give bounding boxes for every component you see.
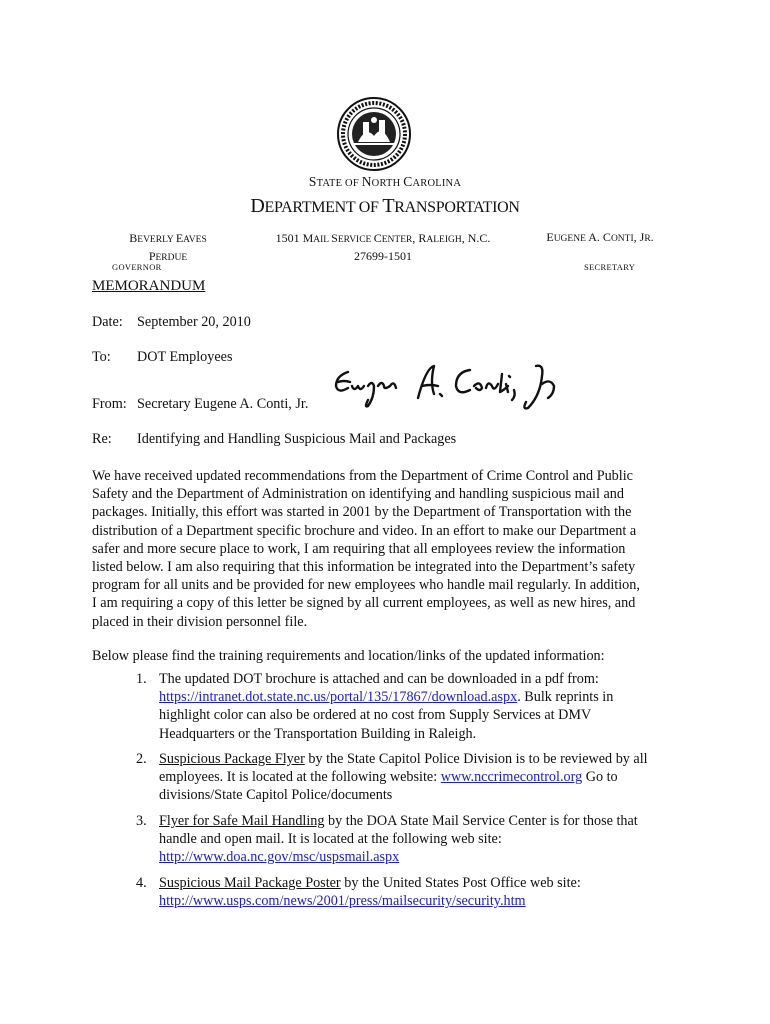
from-label: From: <box>92 396 127 412</box>
to-label: To: <box>92 349 111 365</box>
handwritten-signature <box>330 358 565 414</box>
from-value: Secretary Eugene A. Conti, Jr. <box>137 396 309 412</box>
letterhead-department: DEPARTMENT OF TRANSPORTATION <box>250 195 520 217</box>
re-value: Identifying and Handling Suspicious Mail and Packages <box>137 431 457 447</box>
item-title: Suspicious Package Flyer <box>159 751 305 767</box>
to-value: DOT Employees <box>137 349 233 365</box>
paragraph-line: distribution of a Department specific brochure and video. In an effort to make our Department a <box>92 522 637 539</box>
item-title: Flyer for Safe Mail Handling <box>159 813 325 829</box>
dot-brochure-link[interactable]: https://intranet.dot.state.nc.us/portal/135/17867/download.aspx <box>159 689 518 706</box>
paragraph-line: We have received updated recommendations from the Department of Crime Control and Public <box>92 468 633 484</box>
paragraph-line: packages. Initially, this effort was started in 2001 by the Department of Transportation with the <box>92 504 632 521</box>
paragraph-line: program for all units and be provided for new employees who handle mail regularly. In addition, <box>92 577 640 594</box>
governor-name: BEVERLY EAVES PERDUE <box>129 231 207 263</box>
paragraph-line: placed in their division personnel file. <box>92 613 308 630</box>
date-label: Date: <box>92 314 123 330</box>
body-paragraph-2: Below please find the training requirements and location/links of the updated information: <box>92 648 605 664</box>
paragraph-line: I am requiring a copy of this letter be signed by all current employees, as well as new hires, and <box>92 595 636 612</box>
requirements-list: 1. The updated DOT brochure is attached and can be downloaded in a pdf from: https://intranet.dot.state.nc.us/portal/135/17867/download.aspx. Bulk reprints in highlight color can also be ordered at no cost from Supply Services at DMV Headquarters or the Transportation Building in Raleigh. 2. Suspicious Package Flyer by the State Capitol Police Division is to be reviewed by all employees. It is located at the following website: www.nccrimecontrol.org Go to divisions/State Capitol Police/documents 3. Flyer for Safe Mail Handling by the DOA State Mail Service Center is for those that handle and open mail. It is located at the following web site: http://www.doa.nc.gov/msc/uspsmail.aspx 4. Suspicious Mail Package Poster by the United States Post Office web site: http://www.usps.com/news/2001/press/mailsecurity/security.htm <box>136 671 648 910</box>
usps-security-link[interactable]: http://www.usps.com/news/2001/press/mailsecurity/security.htm <box>159 893 526 910</box>
re-label: Re: <box>92 431 112 447</box>
state-seal-logo <box>336 96 412 172</box>
secretary-name: EUGENE A. CONTI, JR. <box>546 230 654 244</box>
address: 1501 MAIL SERVICE CENTER, RALEIGH, N.C. 27699-1501 <box>275 231 491 263</box>
date-value: September 20, 2010 <box>137 314 251 330</box>
crime-control-link[interactable]: www.nccrimecontrol.org <box>440 769 583 786</box>
governor-title: GOVERNOR <box>112 262 162 272</box>
doa-mail-link[interactable]: http://www.doa.nc.gov/msc/uspsmail.aspx <box>159 849 400 866</box>
paragraph-line: listed below. I am also requiring that this information be integrated into the Department’s safety <box>92 559 636 576</box>
secretary-title: SECRETARY <box>584 262 636 272</box>
letterhead-state: STATE OF NORTH CAROLINA <box>308 174 462 189</box>
paragraph-line: safer and more secure place to work, I am requiring that all employees review the information <box>92 540 626 557</box>
paragraph-line: Safety and the Department of Administration on identifying and handling suspicious mail and <box>92 486 624 503</box>
item-title: Suspicious Mail Package Poster <box>159 875 341 891</box>
body-paragraph-1 <box>92 467 692 631</box>
memo-heading: MEMORANDUM <box>92 278 206 294</box>
